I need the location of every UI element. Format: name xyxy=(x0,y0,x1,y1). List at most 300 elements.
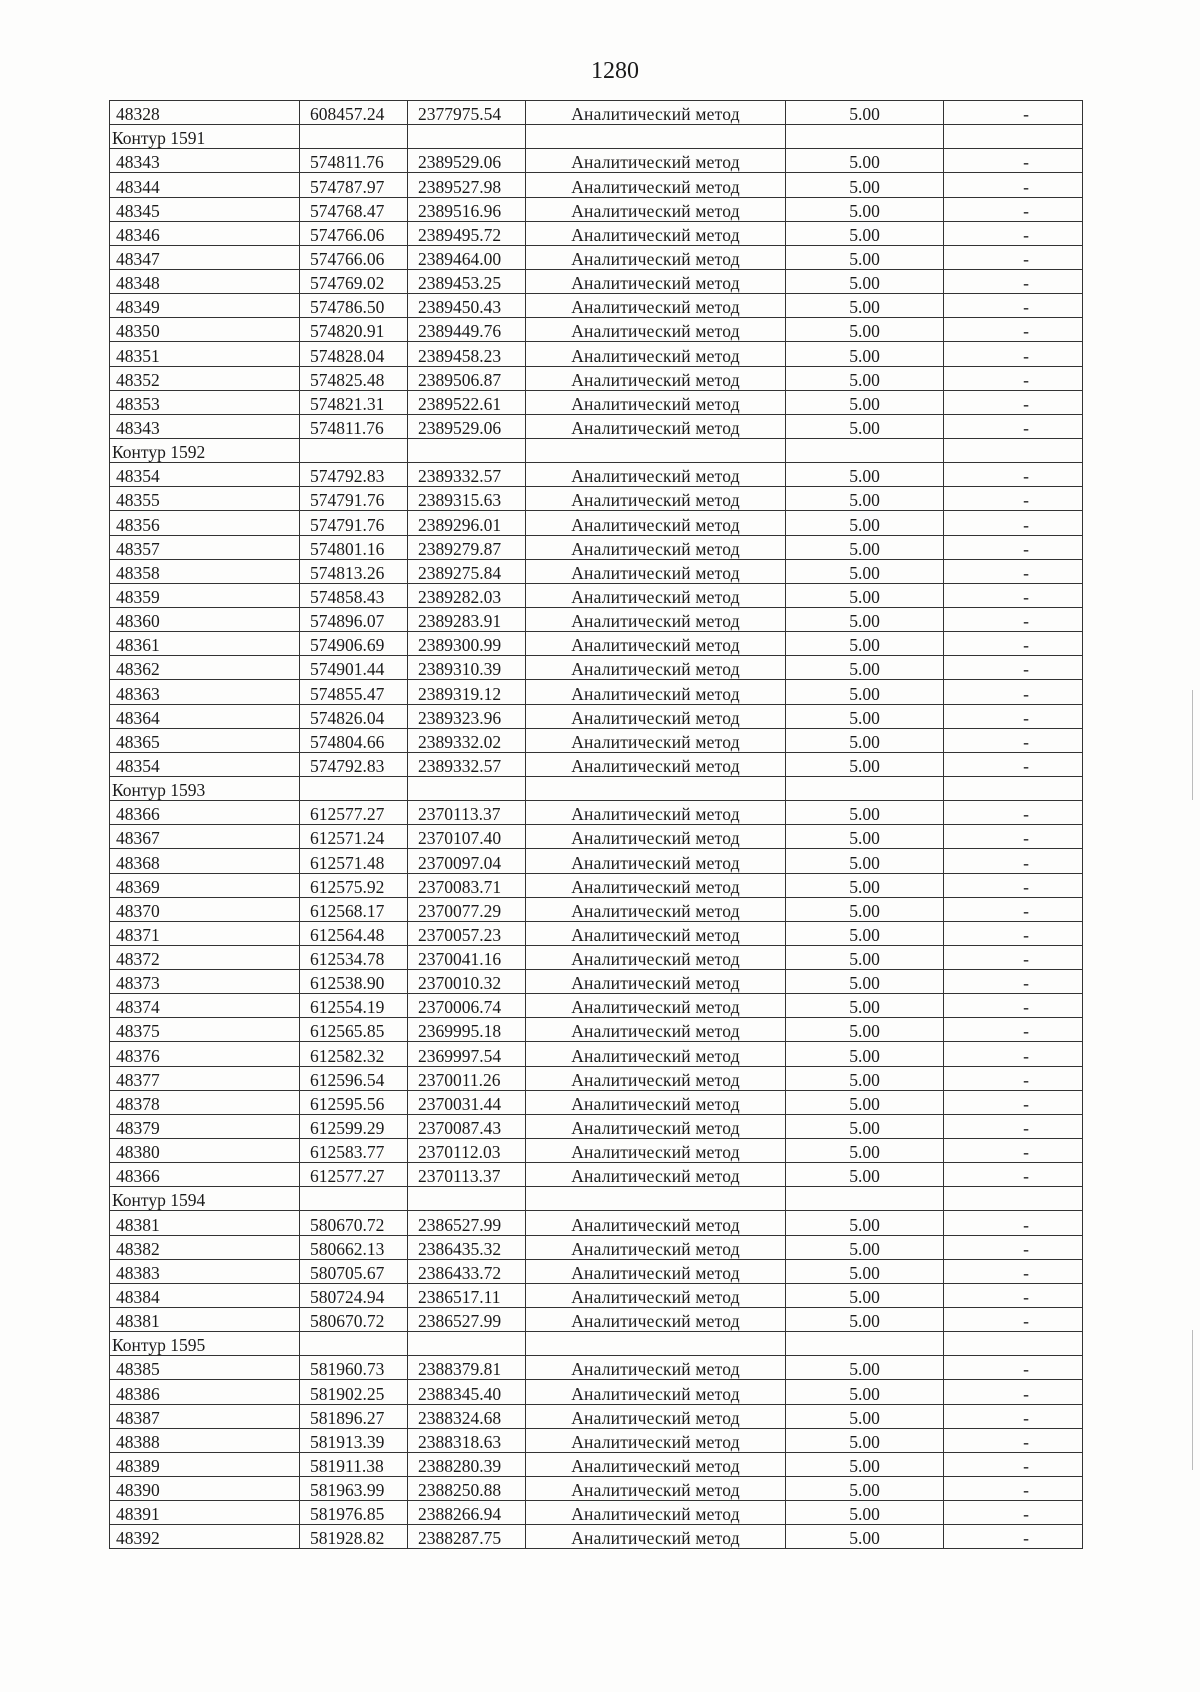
point-id: 48359 xyxy=(110,583,300,607)
coord-y: 2386527.99 xyxy=(408,1211,526,1235)
contour-header-row xyxy=(110,776,1083,800)
accuracy-cell: 5.00 xyxy=(786,752,944,776)
coord-x: 574826.04 xyxy=(300,704,408,728)
point-id: 48353 xyxy=(110,390,300,414)
coord-y: 2386433.72 xyxy=(408,1259,526,1283)
note-cell: - xyxy=(944,1090,1083,1114)
coord-x: 612571.24 xyxy=(300,825,408,849)
coord-y: 2388250.88 xyxy=(408,1477,526,1501)
note-cell: - xyxy=(944,511,1083,535)
accuracy-cell: 5.00 xyxy=(786,704,944,728)
empty-cell xyxy=(526,438,786,462)
point-row xyxy=(110,1211,1083,1235)
note-cell: - xyxy=(944,1042,1083,1066)
coord-y: 2388287.75 xyxy=(408,1525,526,1549)
contour-header-row xyxy=(110,125,1083,149)
coord-y: 2389464.00 xyxy=(408,245,526,269)
note-cell: - xyxy=(944,921,1083,945)
method-cell: Аналитический метод xyxy=(526,101,786,125)
coord-x: 612538.90 xyxy=(300,970,408,994)
coord-x: 612596.54 xyxy=(300,1066,408,1090)
method-cell: Аналитический метод xyxy=(526,269,786,293)
point-id: 48371 xyxy=(110,921,300,945)
coord-x: 574821.31 xyxy=(300,390,408,414)
point-row xyxy=(110,1452,1083,1476)
point-id: 48352 xyxy=(110,366,300,390)
method-cell: Аналитический метод xyxy=(526,511,786,535)
note-cell: - xyxy=(944,728,1083,752)
coord-y: 2389522.61 xyxy=(408,390,526,414)
method-cell: Аналитический метод xyxy=(526,1404,786,1428)
accuracy-cell: 5.00 xyxy=(786,849,944,873)
method-cell: Аналитический метод xyxy=(526,197,786,221)
coord-y: 2369997.54 xyxy=(408,1042,526,1066)
point-id: 48374 xyxy=(110,994,300,1018)
accuracy-cell: 5.00 xyxy=(786,1066,944,1090)
point-row xyxy=(110,945,1083,969)
empty-cell xyxy=(944,776,1083,800)
note-cell: - xyxy=(944,1404,1083,1428)
coord-x: 574825.48 xyxy=(300,366,408,390)
coord-y: 2389275.84 xyxy=(408,559,526,583)
coord-y: 2389323.96 xyxy=(408,704,526,728)
accuracy-cell: 5.00 xyxy=(786,1090,944,1114)
coord-x: 612564.48 xyxy=(300,921,408,945)
accuracy-cell: 5.00 xyxy=(786,511,944,535)
empty-cell xyxy=(300,776,408,800)
coord-x: 608457.24 xyxy=(300,101,408,125)
point-row xyxy=(110,463,1083,487)
method-cell: Аналитический метод xyxy=(526,632,786,656)
empty-cell xyxy=(526,1187,786,1211)
method-cell: Аналитический метод xyxy=(526,1428,786,1452)
method-cell: Аналитический метод xyxy=(526,1090,786,1114)
note-cell: - xyxy=(944,1259,1083,1283)
note-cell: - xyxy=(944,873,1083,897)
note-cell: - xyxy=(944,294,1083,318)
coord-x: 574813.26 xyxy=(300,559,408,583)
coord-y: 2370112.03 xyxy=(408,1139,526,1163)
method-cell: Аналитический метод xyxy=(526,583,786,607)
coord-y: 2388345.40 xyxy=(408,1380,526,1404)
empty-cell xyxy=(408,776,526,800)
point-row xyxy=(110,221,1083,245)
point-id: 48387 xyxy=(110,1404,300,1428)
point-row xyxy=(110,173,1083,197)
point-row xyxy=(110,1525,1083,1549)
coord-y: 2389279.87 xyxy=(408,535,526,559)
contour-label: Контур 1593 xyxy=(110,776,300,800)
point-id: 48376 xyxy=(110,1042,300,1066)
note-cell: - xyxy=(944,1163,1083,1187)
method-cell: Аналитический метод xyxy=(526,1018,786,1042)
point-id: 48381 xyxy=(110,1308,300,1332)
coord-x: 580662.13 xyxy=(300,1235,408,1259)
coord-x: 574792.83 xyxy=(300,463,408,487)
accuracy-cell: 5.00 xyxy=(786,1525,944,1549)
coord-y: 2389506.87 xyxy=(408,366,526,390)
point-row xyxy=(110,656,1083,680)
point-row xyxy=(110,607,1083,631)
point-row xyxy=(110,149,1083,173)
point-row xyxy=(110,535,1083,559)
coord-y: 2370010.32 xyxy=(408,970,526,994)
point-row xyxy=(110,801,1083,825)
point-id: 48357 xyxy=(110,535,300,559)
accuracy-cell: 5.00 xyxy=(786,632,944,656)
method-cell: Аналитический метод xyxy=(526,1356,786,1380)
accuracy-cell: 5.00 xyxy=(786,318,944,342)
coord-y: 2370011.26 xyxy=(408,1066,526,1090)
accuracy-cell: 5.00 xyxy=(786,1235,944,1259)
coord-y: 2389319.12 xyxy=(408,680,526,704)
empty-cell xyxy=(786,438,944,462)
note-cell: - xyxy=(944,245,1083,269)
method-cell: Аналитический метод xyxy=(526,1211,786,1235)
method-cell: Аналитический метод xyxy=(526,1235,786,1259)
method-cell: Аналитический метод xyxy=(526,1477,786,1501)
empty-cell xyxy=(526,776,786,800)
coord-y: 2386435.32 xyxy=(408,1235,526,1259)
coord-y: 2389516.96 xyxy=(408,197,526,221)
note-cell: - xyxy=(944,607,1083,631)
coord-y: 2370077.29 xyxy=(408,897,526,921)
note-cell: - xyxy=(944,559,1083,583)
coord-y: 2389529.06 xyxy=(408,414,526,438)
empty-cell xyxy=(944,1187,1083,1211)
coord-x: 574896.07 xyxy=(300,607,408,631)
accuracy-cell: 5.00 xyxy=(786,945,944,969)
accuracy-cell: 5.00 xyxy=(786,1477,944,1501)
note-cell: - xyxy=(944,994,1083,1018)
note-cell: - xyxy=(944,897,1083,921)
point-row xyxy=(110,487,1083,511)
point-id: 48345 xyxy=(110,197,300,221)
method-cell: Аналитический метод xyxy=(526,801,786,825)
point-row xyxy=(110,1501,1083,1525)
point-row xyxy=(110,1477,1083,1501)
accuracy-cell: 5.00 xyxy=(786,994,944,1018)
point-row xyxy=(110,1356,1083,1380)
point-id: 48390 xyxy=(110,1477,300,1501)
method-cell: Аналитический метод xyxy=(526,390,786,414)
note-cell: - xyxy=(944,1018,1083,1042)
coord-x: 612554.19 xyxy=(300,994,408,1018)
point-row xyxy=(110,921,1083,945)
method-cell: Аналитический метод xyxy=(526,487,786,511)
empty-cell xyxy=(300,1332,408,1356)
method-cell: Аналитический метод xyxy=(526,149,786,173)
accuracy-cell: 5.00 xyxy=(786,269,944,293)
method-cell: Аналитический метод xyxy=(526,414,786,438)
coord-y: 2389283.91 xyxy=(408,607,526,631)
accuracy-cell: 5.00 xyxy=(786,656,944,680)
note-cell: - xyxy=(944,680,1083,704)
point-id: 48362 xyxy=(110,656,300,680)
note-cell: - xyxy=(944,752,1083,776)
accuracy-cell: 5.00 xyxy=(786,801,944,825)
coord-x: 612534.78 xyxy=(300,945,408,969)
accuracy-cell: 5.00 xyxy=(786,921,944,945)
note-cell: - xyxy=(944,149,1083,173)
scan-artifact xyxy=(1192,1330,1193,1470)
point-id: 48384 xyxy=(110,1283,300,1307)
point-id: 48372 xyxy=(110,945,300,969)
coord-x: 574855.47 xyxy=(300,680,408,704)
point-row xyxy=(110,897,1083,921)
accuracy-cell: 5.00 xyxy=(786,1380,944,1404)
point-id: 48365 xyxy=(110,728,300,752)
method-cell: Аналитический метод xyxy=(526,1380,786,1404)
coord-y: 2389332.02 xyxy=(408,728,526,752)
coord-y: 2388318.63 xyxy=(408,1428,526,1452)
note-cell: - xyxy=(944,1139,1083,1163)
method-cell: Аналитический метод xyxy=(526,559,786,583)
coord-y: 2370113.37 xyxy=(408,801,526,825)
point-id: 48346 xyxy=(110,221,300,245)
note-cell: - xyxy=(944,535,1083,559)
note-cell: - xyxy=(944,801,1083,825)
point-id: 48349 xyxy=(110,294,300,318)
note-cell: - xyxy=(944,970,1083,994)
scan-artifact xyxy=(1192,690,1193,800)
point-row xyxy=(110,101,1083,125)
coord-y: 2388324.68 xyxy=(408,1404,526,1428)
coord-y: 2370031.44 xyxy=(408,1090,526,1114)
point-row xyxy=(110,970,1083,994)
coord-y: 2386527.99 xyxy=(408,1308,526,1332)
point-row xyxy=(110,728,1083,752)
coord-x: 581913.39 xyxy=(300,1428,408,1452)
empty-cell xyxy=(408,1332,526,1356)
empty-cell xyxy=(300,125,408,149)
point-id: 48350 xyxy=(110,318,300,342)
point-id: 48364 xyxy=(110,704,300,728)
accuracy-cell: 5.00 xyxy=(786,825,944,849)
method-cell: Аналитический метод xyxy=(526,1163,786,1187)
point-row xyxy=(110,1428,1083,1452)
point-row xyxy=(110,414,1083,438)
method-cell: Аналитический метод xyxy=(526,994,786,1018)
note-cell: - xyxy=(944,945,1083,969)
method-cell: Аналитический метод xyxy=(526,535,786,559)
coord-y: 2389453.25 xyxy=(408,269,526,293)
method-cell: Аналитический метод xyxy=(526,849,786,873)
method-cell: Аналитический метод xyxy=(526,704,786,728)
accuracy-cell: 5.00 xyxy=(786,1501,944,1525)
point-id: 48366 xyxy=(110,801,300,825)
point-id: 48363 xyxy=(110,680,300,704)
method-cell: Аналитический метод xyxy=(526,342,786,366)
coord-x: 574766.06 xyxy=(300,245,408,269)
point-id: 48360 xyxy=(110,607,300,631)
coord-y: 2389315.63 xyxy=(408,487,526,511)
point-id: 48347 xyxy=(110,245,300,269)
coord-x: 580670.72 xyxy=(300,1211,408,1235)
point-row xyxy=(110,1380,1083,1404)
coord-y: 2386517.11 xyxy=(408,1283,526,1307)
accuracy-cell: 5.00 xyxy=(786,559,944,583)
method-cell: Аналитический метод xyxy=(526,173,786,197)
contour-header-row xyxy=(110,1332,1083,1356)
note-cell: - xyxy=(944,414,1083,438)
contour-label: Контур 1594 xyxy=(110,1187,300,1211)
coord-x: 574786.50 xyxy=(300,294,408,318)
accuracy-cell: 5.00 xyxy=(786,728,944,752)
coord-y: 2370057.23 xyxy=(408,921,526,945)
point-id: 48368 xyxy=(110,849,300,873)
point-row xyxy=(110,632,1083,656)
point-id: 48344 xyxy=(110,173,300,197)
empty-cell xyxy=(526,125,786,149)
accuracy-cell: 5.00 xyxy=(786,680,944,704)
method-cell: Аналитический метод xyxy=(526,463,786,487)
empty-cell xyxy=(300,438,408,462)
note-cell: - xyxy=(944,318,1083,342)
point-row xyxy=(110,559,1083,583)
coord-y: 2389300.99 xyxy=(408,632,526,656)
coord-x: 612575.92 xyxy=(300,873,408,897)
method-cell: Аналитический метод xyxy=(526,1452,786,1476)
note-cell: - xyxy=(944,463,1083,487)
empty-cell xyxy=(786,125,944,149)
contour-label: Контур 1591 xyxy=(110,125,300,149)
method-cell: Аналитический метод xyxy=(526,1114,786,1138)
method-cell: Аналитический метод xyxy=(526,1501,786,1525)
point-id: 48358 xyxy=(110,559,300,583)
point-row xyxy=(110,245,1083,269)
point-id: 48379 xyxy=(110,1114,300,1138)
note-cell: - xyxy=(944,1114,1083,1138)
empty-cell xyxy=(408,125,526,149)
method-cell: Аналитический метод xyxy=(526,921,786,945)
empty-cell xyxy=(300,1187,408,1211)
accuracy-cell: 5.00 xyxy=(786,1428,944,1452)
contour-label: Контур 1592 xyxy=(110,438,300,462)
accuracy-cell: 5.00 xyxy=(786,583,944,607)
point-id: 48373 xyxy=(110,970,300,994)
point-id: 48343 xyxy=(110,414,300,438)
method-cell: Аналитический метод xyxy=(526,873,786,897)
accuracy-cell: 5.00 xyxy=(786,1404,944,1428)
point-id: 48382 xyxy=(110,1235,300,1259)
accuracy-cell: 5.00 xyxy=(786,1139,944,1163)
accuracy-cell: 5.00 xyxy=(786,197,944,221)
coord-x: 580705.67 xyxy=(300,1259,408,1283)
coord-x: 612577.27 xyxy=(300,801,408,825)
coord-y: 2389527.98 xyxy=(408,173,526,197)
point-row xyxy=(110,1066,1083,1090)
empty-cell xyxy=(944,438,1083,462)
coord-x: 574768.47 xyxy=(300,197,408,221)
coord-x: 612568.17 xyxy=(300,897,408,921)
coord-y: 2389296.01 xyxy=(408,511,526,535)
method-cell: Аналитический метод xyxy=(526,897,786,921)
coord-x: 580724.94 xyxy=(300,1283,408,1307)
point-row xyxy=(110,1163,1083,1187)
coord-x: 574811.76 xyxy=(300,149,408,173)
page-number: 1280 xyxy=(591,58,639,84)
point-id: 48356 xyxy=(110,511,300,535)
empty-cell xyxy=(944,125,1083,149)
accuracy-cell: 5.00 xyxy=(786,463,944,487)
point-row xyxy=(110,825,1083,849)
method-cell: Аналитический метод xyxy=(526,1066,786,1090)
coord-x: 612571.48 xyxy=(300,849,408,873)
empty-cell xyxy=(408,438,526,462)
method-cell: Аналитический метод xyxy=(526,656,786,680)
coord-y: 2389310.39 xyxy=(408,656,526,680)
point-id: 48361 xyxy=(110,632,300,656)
point-row xyxy=(110,1235,1083,1259)
point-row xyxy=(110,197,1083,221)
coord-y: 2388379.81 xyxy=(408,1356,526,1380)
empty-cell xyxy=(944,1332,1083,1356)
point-row xyxy=(110,269,1083,293)
coord-x: 574766.06 xyxy=(300,221,408,245)
coord-y: 2388266.94 xyxy=(408,1501,526,1525)
note-cell: - xyxy=(944,583,1083,607)
note-cell: - xyxy=(944,632,1083,656)
accuracy-cell: 5.00 xyxy=(786,342,944,366)
point-row xyxy=(110,1404,1083,1428)
accuracy-cell: 5.00 xyxy=(786,1042,944,1066)
note-cell: - xyxy=(944,1452,1083,1476)
point-row xyxy=(110,1090,1083,1114)
coord-y: 2389458.23 xyxy=(408,342,526,366)
accuracy-cell: 5.00 xyxy=(786,1211,944,1235)
empty-cell xyxy=(786,1332,944,1356)
coord-x: 612565.85 xyxy=(300,1018,408,1042)
method-cell: Аналитический метод xyxy=(526,294,786,318)
empty-cell xyxy=(408,1187,526,1211)
coord-x: 574901.44 xyxy=(300,656,408,680)
method-cell: Аналитический метод xyxy=(526,607,786,631)
coord-x: 581960.73 xyxy=(300,1356,408,1380)
coord-x: 581963.99 xyxy=(300,1477,408,1501)
accuracy-cell: 5.00 xyxy=(786,294,944,318)
coord-x: 612577.27 xyxy=(300,1163,408,1187)
point-row xyxy=(110,366,1083,390)
point-id: 48383 xyxy=(110,1259,300,1283)
accuracy-cell: 5.00 xyxy=(786,245,944,269)
coord-y: 2389495.72 xyxy=(408,221,526,245)
note-cell: - xyxy=(944,366,1083,390)
coord-y: 2370006.74 xyxy=(408,994,526,1018)
coord-y: 2389529.06 xyxy=(408,149,526,173)
accuracy-cell: 5.00 xyxy=(786,101,944,125)
note-cell: - xyxy=(944,342,1083,366)
note-cell: - xyxy=(944,269,1083,293)
coordinates-table xyxy=(109,100,1083,1549)
point-id: 48391 xyxy=(110,1501,300,1525)
point-row xyxy=(110,704,1083,728)
note-cell: - xyxy=(944,1428,1083,1452)
coord-y: 2370083.71 xyxy=(408,873,526,897)
coord-x: 612583.77 xyxy=(300,1139,408,1163)
method-cell: Аналитический метод xyxy=(526,1525,786,1549)
accuracy-cell: 5.00 xyxy=(786,173,944,197)
method-cell: Аналитический метод xyxy=(526,221,786,245)
point-row xyxy=(110,318,1083,342)
coord-y: 2389282.03 xyxy=(408,583,526,607)
point-row xyxy=(110,511,1083,535)
method-cell: Аналитический метод xyxy=(526,752,786,776)
accuracy-cell: 5.00 xyxy=(786,414,944,438)
coord-x: 581902.25 xyxy=(300,1380,408,1404)
coord-y: 2389332.57 xyxy=(408,752,526,776)
accuracy-cell: 5.00 xyxy=(786,1163,944,1187)
